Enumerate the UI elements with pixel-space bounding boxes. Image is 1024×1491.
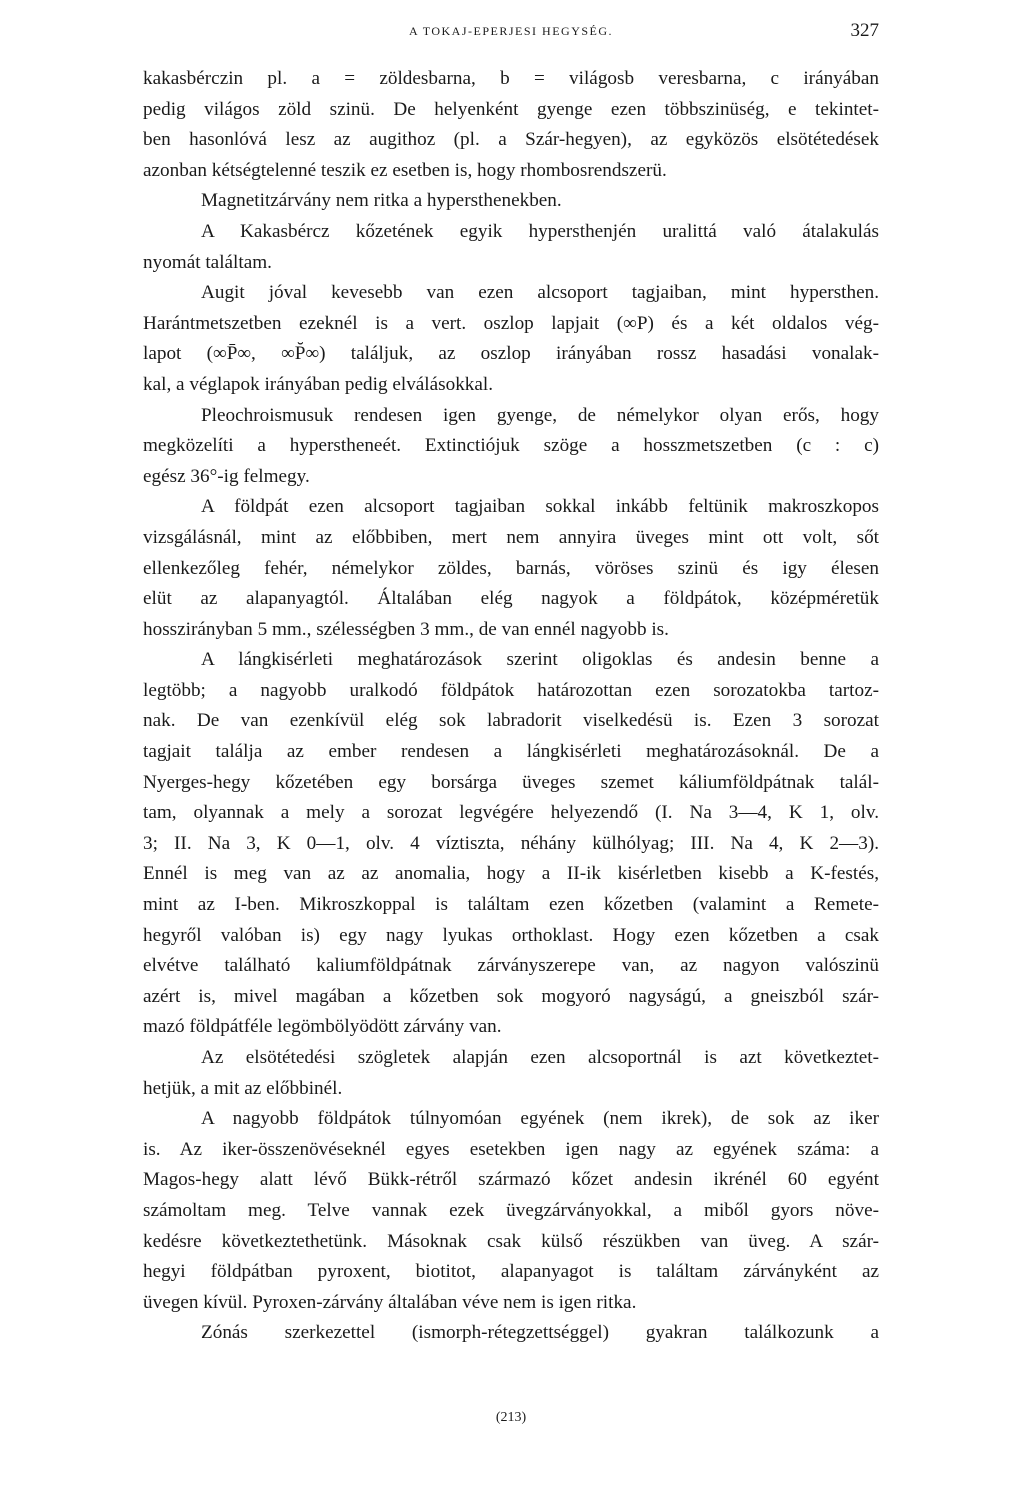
text-line: Zónás szerkezettel (ismorph-rétegzettséggel) gyakran találkozunk a (201, 1322, 879, 1344)
text-line: vizsgálásnál, mint az előbbiben, mert nem annyira üveges mint ott volt, sőt (143, 526, 879, 548)
text-line: A nagyobb földpátok túlnyomóan egyének (nem ikrek), de sok az iker (201, 1108, 879, 1130)
text-line: megközelíti a hyperstheneét. Extinctiójuk szöge a hosszmetszetben (c : c) (143, 435, 879, 457)
body-text (143, 64, 879, 1349)
text-line: mazó földpátféle legömbölyödött zárvány van. (143, 1016, 502, 1038)
text-line: Harántmetszetben ezeknél is a vert. oszlop lapjait (∞P) és a két oldalos vég- (143, 312, 879, 334)
text-line: 3; II. Na 3, K 0—1, olv. 4 víztiszta, néhány külhólyag; III. Na 4, K 2—3). (143, 832, 879, 854)
text-line: hegyről valóban is) egy nagy lyukas orthoklast. Hogy ezen kőzetben a csak (143, 924, 879, 946)
text-line: hegyi földpátban pyroxent, biotitot, alapanyagot is találtam zárványként az (143, 1261, 879, 1283)
text-line: számoltam meg. Telve vannak ezek üvegzárványokkal, a miből gyors növe- (143, 1199, 879, 1221)
running-title: A TOKAJ-EPERJESI HEGYSÉG. (408, 24, 614, 38)
text-line: kal, a véglapok irányában pedig elválásokkal. (143, 373, 494, 395)
text-line: Nyerges-hegy kőzetében egy borsárga üveges szemet káliumföldpátnak talál- (143, 771, 879, 793)
text-line: egész 36°-ig felmegy. (143, 465, 310, 487)
text-line: A földpát ezen alcsoport tagjaiban sokkal inkább feltünik makroszkopos (201, 496, 879, 518)
text-line: azért is, mivel magában a kőzetben sok mogyoró nagyságú, a gneiszból szár- (143, 985, 879, 1007)
text-line: Augit jóval kevesebb van ezen alcsoport tagjaiban, mint hypersthen. (201, 282, 879, 304)
text-line: tam, olyannak a mely a sorozat legvégére helyezendő (I. Na 3—4, K 1, olv. (143, 802, 879, 824)
text-line: nak. De van ezenkívül elég sok labradorit viselkedésü is. Ezen 3 sorozat (143, 710, 879, 732)
page-number: 327 (850, 20, 879, 41)
signature-number: (213) (495, 1410, 527, 1425)
text-line: Az elsötétedési szögletek alapján ezen alcsoportnál is azt következtet- (201, 1047, 879, 1068)
text-line: Ennél is meg van az az anomalia, hogy a II-ik kisérletben kisebb a K-festés, (143, 863, 879, 885)
text-line: lapot (∞P̄∞, ∞P̆∞) találjuk, az oszlop irányában rossz hasadási vonalak- (143, 343, 879, 365)
text-line: ben hasonlóvá lesz az augithoz (pl. a Szár-hegyen), az egyközös elsötétedések (143, 129, 879, 151)
text-line: pedig világos zöld szinü. De helyenként gyenge ezen többszinüség, e tekintet- (143, 98, 879, 120)
text-line: A Kakasbércz kőzetének egyik hypersthenjén uralittá való átalakulás (201, 220, 879, 242)
text-line: is. Az iker-összenövéseknél egyes esetekben igen nagy az egyének száma: a (143, 1138, 879, 1160)
text-line: elvétve található kaliumföldpátnak zárványszerepe van, az nagyon valószinü (143, 955, 879, 977)
text-line: azonban kétségtelenné teszik ez esetben is, hogy rhombosrendszerü. (143, 159, 667, 181)
text-line: tagjait találja az ember rendesen a lángkisérleti meghatározásoknál. De a (143, 741, 879, 763)
text-line: Magos-hegy alatt lévő Bükk-rétről származó kőzet andesin ikrénél 60 egyént (143, 1169, 879, 1191)
text-line: nyomát találtam. (143, 251, 272, 273)
text-line: Magnetitzárvány nem ritka a hypersthenekben. (201, 190, 562, 212)
text-line: mint az I-ben. Mikroszkoppal is találtam ezen kőzetben (valamint a Remete- (143, 894, 879, 916)
text-line: hetjük, a mit az előbbinél. (143, 1077, 343, 1099)
text-line: Pleochroismusuk rendesen igen gyenge, de némelykor olyan erős, hogy (201, 404, 879, 426)
text-line: legtöbb; a nagyobb uralkodó földpátok határozottan ezen sorozatokba tartoz- (143, 679, 879, 701)
text-line: üvegen kívül. Pyroxen-zárvány általában véve nem is igen ritka. (143, 1291, 637, 1313)
text-line: kedésre következtethetünk. Másoknak csak külső részükben van üveg. A szár- (143, 1230, 879, 1252)
text-line: A lángkisérleti meghatározások szerint oligoklas és andesin benne a (201, 649, 879, 671)
text-line: kakasbérczin pl. a = zöldesbarna, b = világosb veresbarna, c irányában (143, 68, 879, 89)
text-line: ellenkezőleg fehér, némelykor zöldes, barnás, vöröses szinü és igy élesen (143, 557, 879, 579)
text-line: hosszirányban 5 mm., szélességben 3 mm., de van ennél nagyobb is. (143, 618, 669, 640)
page-header (143, 20, 879, 44)
text-line: elüt az alapanyagtól. Általában elég nagyok a földpátok, középméretük (143, 588, 879, 610)
